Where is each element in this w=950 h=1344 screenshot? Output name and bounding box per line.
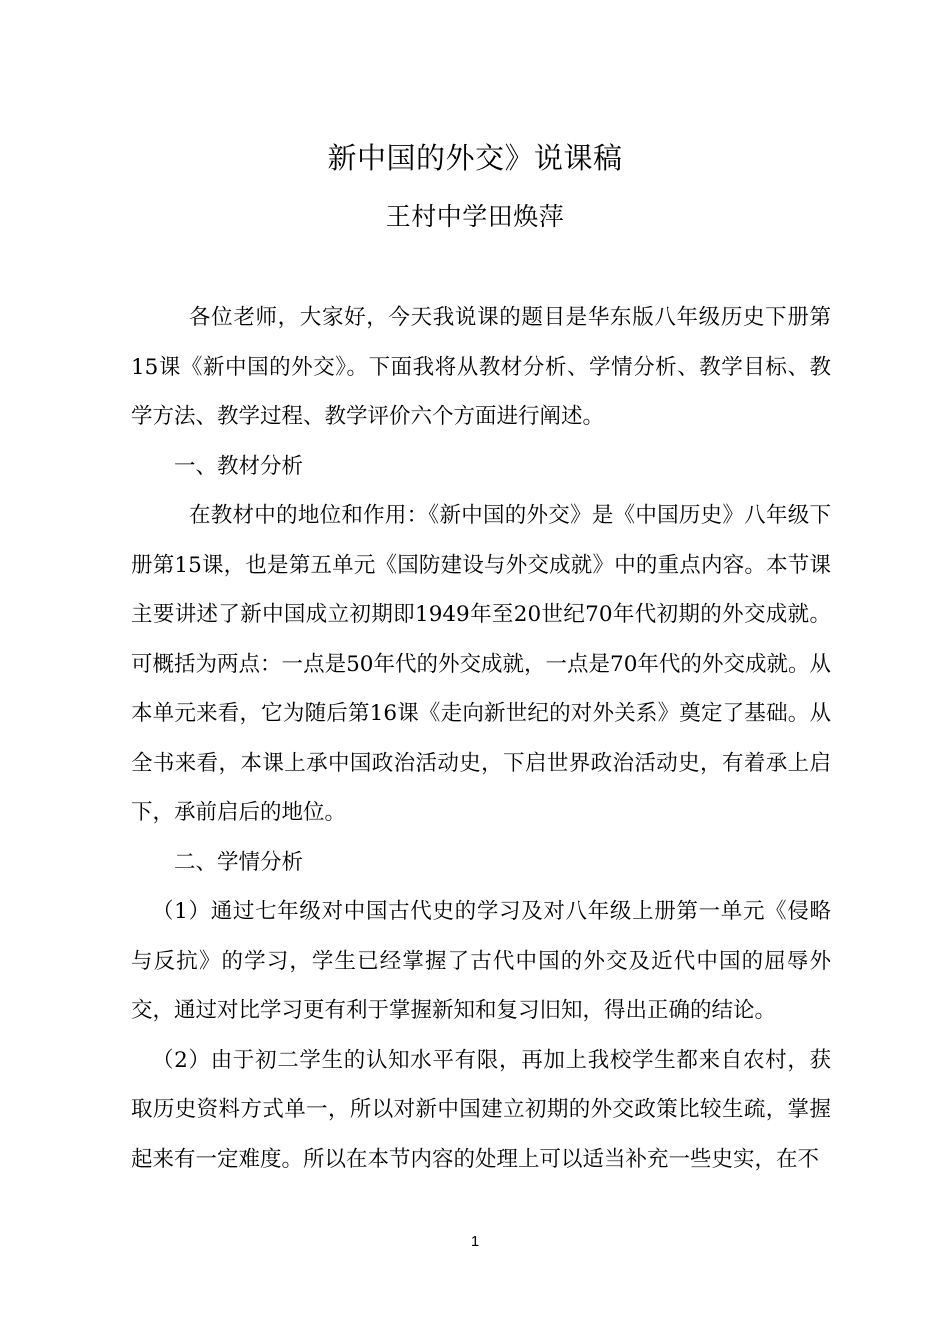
section-heading-student-analysis: 二、学情分析 [174,849,304,875]
intro-paragraph: 各位老师，大家好，今天我说课的题目是华东版八年级历史下册第15课《新中国的外交》。下面我将从教材分析、学情分析、教学目标、教学方法、教学过程、教学评价六个方面进行阐述。 [131,305,831,429]
student-analysis-item-1: （1）通过七年级对中国古代史的学习及对八年级上册第一单元《侵略与反抗》的学习，学生已经掌握了古代中国的外交及近代中国的屈辱外交，通过对比学习更有利于掌握新知和复习旧知，得出正确的结论。 [131,899,831,1023]
document-body [131,293,831,1184]
document-title: 新中国的外交》说课稿 [327,141,623,175]
document-author: 王村中学田焕萍 [385,202,565,231]
section-heading-textbook-analysis: 一、教材分析 [174,453,304,479]
page-number: 1 [470,1233,480,1250]
textbook-analysis-paragraph: 在教材中的地位和作用：《新中国的外交》是《中国历史》八年级下册第15课，也是第五单元《国防建设与外交成就》中的重点内容。本节课主要讲述了新中国成立初期即1949年至20世纪70年代初期的外交成就。可概括为两点：一点是50年代的外交成就，一点是70年代的外交成就。从本单元来看，它为随后第16课《走向新世纪的对外关系》奠定了基础。从全书来看，本课上承中国政治活动史，下启世界政治活动史，有着承上启下，承前启后的地位。 [131,503,831,825]
student-analysis-item-2: （2）由于初二学生的认知水平有限，再加上我校学生都来自农村，获取历史资料方式单一，所以对新中国建立初期的外交政策比较生疏，掌握起来有一定难度。所以在本节内容的处理上可以适当补充一些史实，在不 [131,1047,831,1172]
